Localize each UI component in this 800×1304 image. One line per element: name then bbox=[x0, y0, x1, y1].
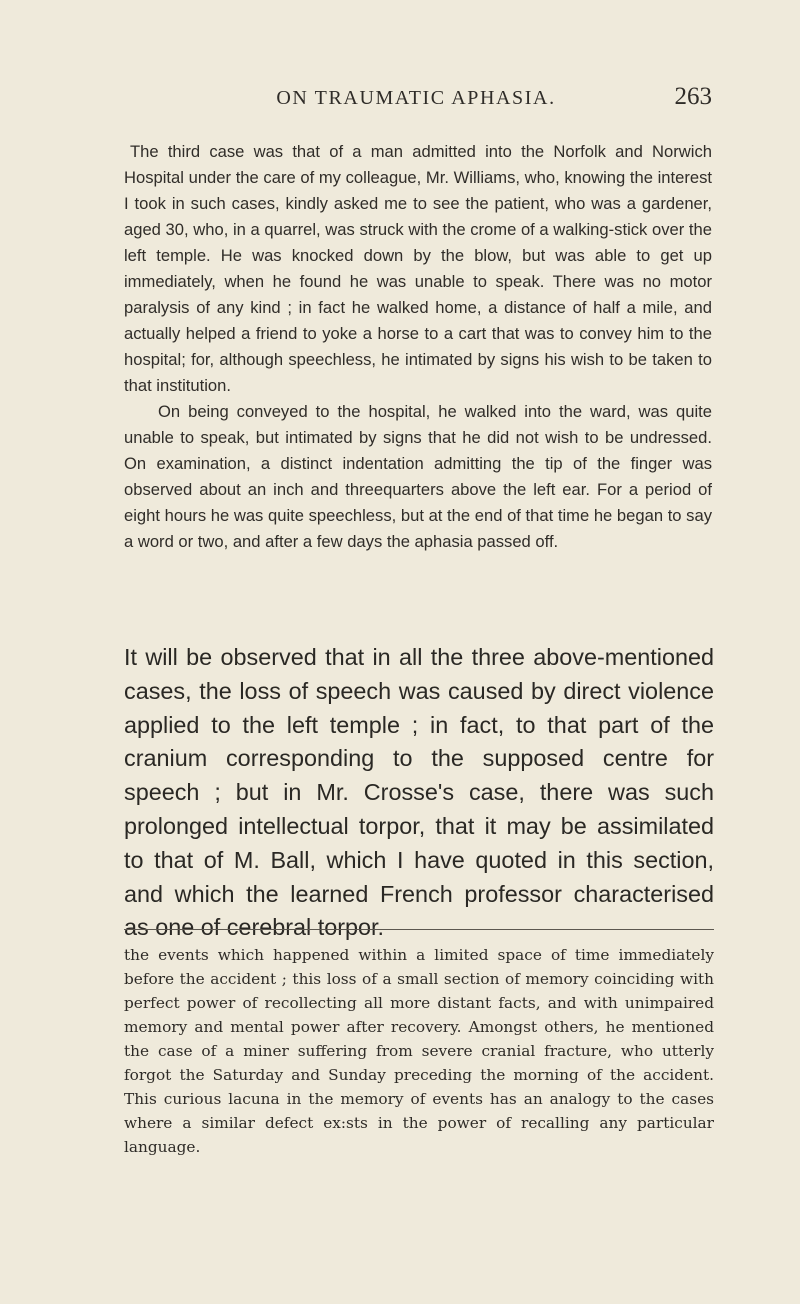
footnote-text: the events which happened within a limited space of time immediately before the accident ; this loss of a small section of memory coinciding with perfect power of recollecting all more distant facts, and with unimpaired memory and mental power after recovery. Amongst others, he mentioned the case of a miner suffering from severe cranial fracture, who utterly forgot the Saturday and Sunday preceding the morning of the accident. This curious lacuna in the memory of events has an analogy to the cases where a similar defect ex:sts in the power of recalling any particular language. bbox=[124, 946, 714, 1156]
page-number: 263 bbox=[674, 83, 712, 110]
running-head bbox=[120, 83, 712, 119]
footnote-divider bbox=[124, 929, 714, 930]
highlight-paragraph: It will be observed that in all the three above-mentioned cases, the loss of speech was caused by direct violence applied to the left temple ; in fact, to that part of the cranium corresponding to the supposed centre for speech ; but in Mr. Crosse's case, there was such prolonged intellectual torpor, that it may be assimilated to that of M. Ball, which I have quoted in this section, and which the learned French professor characterised as one of cerebral torpor. bbox=[124, 644, 714, 941]
main-text bbox=[124, 139, 712, 555]
paragraph-hospital: On being conveyed to the hospital, he walked into the ward, was quite unable to speak, but intimated by signs that he did not wish to be undressed. On examination, a distinct indentation admitting the tip of the finger was observed about an inch and threequarters above the left ear. For a period of eight hours he was quite speechless, but at the end of that time he began to say a word or two, and after a few days the aphasia passed off. bbox=[124, 402, 712, 551]
running-title: ON TRAUMATIC APHASIA. bbox=[276, 87, 556, 109]
paragraph-third-case: The third case was that of a man admitted into the Norfolk and Norwich Hospital under the care of my colleague, Mr. Williams, who, knowing the interest I took in such cases, kindly asked me to see the patient, who was a gardener, aged 30, who, in a quarrel, was struck with the crome of a walking-stick over the left temple. He was knocked down by the blow, but was able to get up immediately, when he found he was unable to speak. There was no motor paralysis of any kind ; in fact he walked home, a distance of half a mile, and actually helped a friend to yoke a horse to a cart that was to convey him to the hospital; for, although speechless, he intimated by signs his wish to be taken to that institution. bbox=[124, 142, 712, 395]
